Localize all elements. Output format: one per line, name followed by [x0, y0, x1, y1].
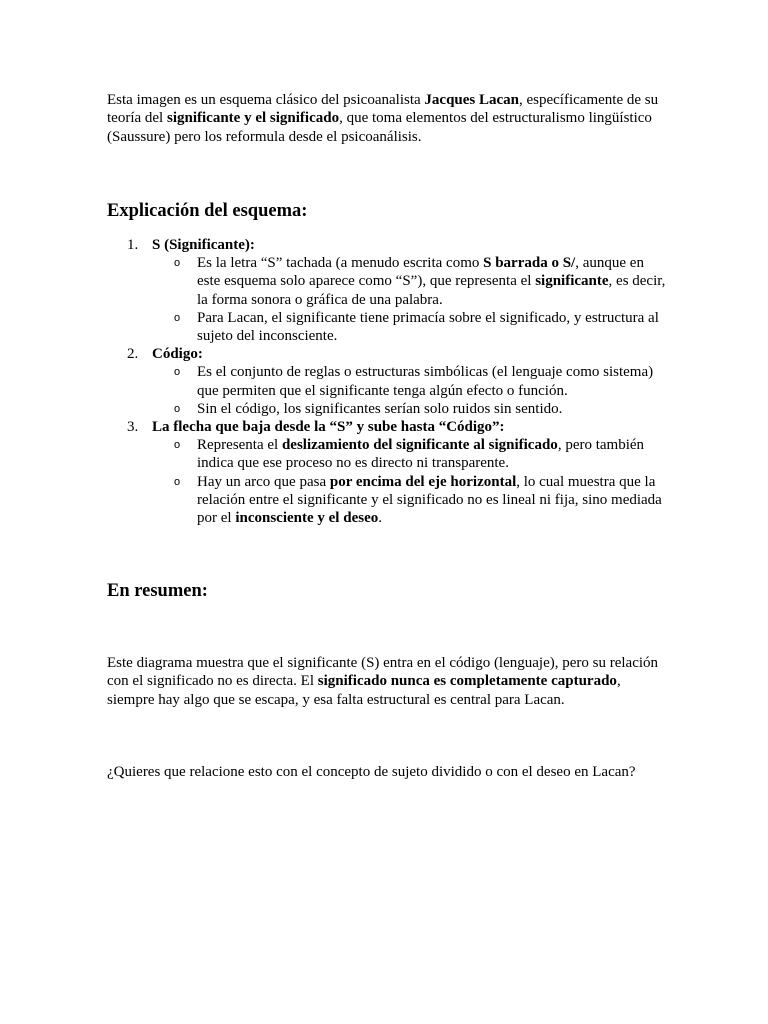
sub-text: . [378, 510, 382, 527]
sub-text: Representa el [197, 437, 282, 454]
summary-text-2: , siempre hay algo que se escapa, y esa falta estructural es central para Lacan. [107, 673, 621, 708]
summary-paragraph [107, 654, 667, 709]
sub-item-2-1 [107, 363, 667, 399]
list-item-title: S (Significante): [152, 237, 255, 253]
sub-item-3-1 [107, 436, 667, 472]
list-item-3 [107, 418, 667, 436]
bullet-icon: o [174, 439, 181, 452]
list-item-2 [107, 345, 667, 363]
bullet-icon: o [174, 402, 181, 415]
list-item-number: 3. [127, 419, 139, 436]
bullet-icon: o [174, 311, 181, 324]
intro-bold-significante: significante y el significado [166, 110, 340, 127]
list-item-1 [107, 236, 667, 254]
sub-bold: inconsciente y el deseo [235, 510, 379, 527]
summary-text-1: Este diagrama muestra que el significante (S) entra en el código (lenguaje), pero su relación con el significado no es directa. El [107, 655, 659, 690]
sub-text: Sin el código, los significantes serían solo ruidos sin sentido. [197, 400, 563, 417]
sub-text: , pero también indica que ese proceso no es directo ni transparente. [197, 437, 645, 472]
bullet-icon: o [174, 366, 181, 379]
heading-explicacion: Explicación del esquema: [107, 201, 308, 221]
list-item-number: 1. [127, 237, 139, 253]
sub-bold: por encima del eje horizontal [329, 473, 517, 490]
summary-bold: significado nunca es completamente capturado [317, 673, 617, 690]
sub-item-1-2 [107, 309, 667, 345]
sub-text: Es la letra “S” tachada (a menudo escrita como [197, 255, 484, 272]
sub-item-3-2 [107, 473, 667, 528]
sub-item-2-2 [107, 400, 667, 418]
bullet-icon: o [174, 475, 181, 488]
list-item-number: 2. [127, 346, 139, 363]
intro-paragraph [107, 91, 667, 146]
sub-text: Para Lacan, el significante tiene primacía sobre el significado, y estructura al sujeto del inconsciente. [197, 309, 659, 345]
sub-bold: significante [535, 273, 609, 290]
sub-text: Es el conjunto de reglas o estructuras simbólicas (el lenguaje como sistema) que permiten que el significante tenga algún efecto o función. [197, 364, 654, 399]
sub-bold: S barrada o S/ [483, 255, 576, 272]
sub-text: , es decir, la forma sonora o gráfica de una palabra. [197, 273, 666, 308]
numbered-list [107, 236, 667, 527]
sub-bold: deslizamiento del significante al significado [281, 437, 558, 454]
heading-resumen: En resumen: [107, 581, 208, 601]
sub-text: , lo cual muestra que la relación entre el significante y el significado no es lineal ni fija, sino mediada por el [197, 473, 662, 527]
closing-question: ¿Quieres que relacione esto con el concepto de sujeto dividido o con el deseo en Lacan? [107, 764, 636, 780]
sub-text: Hay un arco que pasa [197, 473, 330, 490]
intro-text-1: Esta imagen es un esquema clásico del psicoanalista [107, 92, 425, 108]
sub-text: , aunque en este esquema solo aparece como “S”), que representa el [197, 255, 644, 290]
intro-text-3: , que toma elementos del estructuralismo lingüístico (Saussure) pero los reformula desde el psicoanálisis. [107, 110, 652, 145]
intro-text-2: , específicamente de su teoría del [107, 92, 659, 127]
list-item-title: Código: [152, 346, 203, 363]
sub-item-1-1 [107, 254, 667, 309]
bullet-icon: o [174, 257, 181, 270]
list-item-title: La flecha que baja desde la “S” y sube hasta “Código”: [152, 419, 505, 436]
intro-bold-lacan: Jacques Lacan [424, 92, 519, 108]
